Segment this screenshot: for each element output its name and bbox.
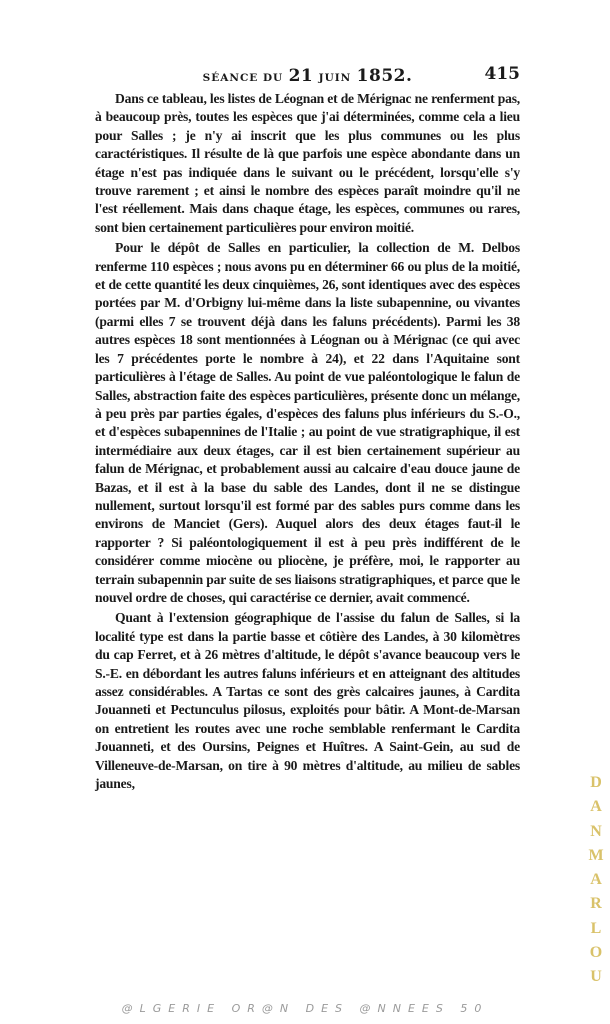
paragraph-salles: Pour le dépôt de Salles en particulier, la collection de M. Delbos renferme 110 espèces ; nous avons pu en déterminer 66 ou plus de la moitié, et de cette quantité les deux cinquièmes, 26, sont identiques avec des espèces portées par M. d'Orbigny lui-même dans la liste subapennine, ou vivantes (parmi elles 7 se trouvent déjà dans les faluns précédents). Parmi les 38 autres espèces 18 sont mentionnées à Léognan ou à Mérignac (ce qui avec les 7 précédentes porte le nombre à 24), et 22 dans l'Aquitaine sont particulières à l'étage de Salles. Au point de vue paléontologique le falun de Salles, abstraction faite des espèces particulières, présente donc un mélange, à peu près par parties égales, d'espèces des faluns plus inférieurs du S.-O., et d'espèces subapennines de l'Italie ; au point de vue stratigraphique, il est intermédiaire aux deux étages, car il est bien certainement supérieur au falun de Mérignac, et probablement aussi au calcaire d'eau douce jaune de Bazas, et il est à la base du sable des Landes, dont il ne se distingue nullement, surtout lorsqu'il est formé par des sables purs comme dans les environs de Manciet (Gers). Auquel alors des deux étages faut-il le rapporter ? Si paléontologiquement il est à peu près indifférent de le considérer comme miocène ou pliocène, je préfère, moi, le rapporter au terrain subapennin par suite de ses liaisons stratigraphiques, et parce que le nouvel ordre de choses, qui caractérise ce dernier, avait commencé. <box>95 240 520 605</box>
seance-label: SÉANCE DU <box>202 72 284 84</box>
side-watermark-letter: A <box>590 871 602 888</box>
side-watermark-letter: R <box>590 895 602 913</box>
page-header <box>95 66 520 88</box>
seance-month: JUIN <box>318 72 352 84</box>
bottom-watermark: @LGERIE OR@N DES @NNEES 50 <box>121 1002 489 1015</box>
body-text <box>95 90 520 793</box>
side-watermark-letter: L <box>590 919 602 937</box>
side-watermark-letter: M <box>588 846 604 864</box>
side-watermark-letter: A <box>590 798 602 816</box>
paragraph-tableau: Dans ce tableau, les listes de Léognan et de Mérignac ne renferment pas, à beaucoup près, toutes les espèces que j'ai déterminées, comme cela a lieu pour Salles ; je n'y ai inscrit que les plus communes ou les plus caractéristiques. Il résulte de là que parfois une espèce abondante dans un étage n'est pas indiquée dans le suivant ou le précédent, lorsqu'elle s'y trouve rarement ; et ainsi le nombre des espèces paraît moindre qu'il ne l'est réellement. Mais dans chaque étage, les espèces, communes ou rares, sont bien certainement particulières pour environ moitié. <box>95 91 520 235</box>
side-watermark-letter: O <box>589 943 603 961</box>
paragraph-extension: Quant à l'extension géographique de l'assise du falun de Salles, si la localité type est dans la partie basse et côtière des Landes, à 30 kilomètres du cap Ferret, et à 26 mètres d'altitude, le dépôt s'avance beaucoup vers le S.-E. en débordant les autres faluns inférieurs et en atteignant des altitudes assez considérables. A Tartas ce sont des grès calcaires jaunes, à Cardita Jouanneti et Pectunculus pilosus, exploités pour bâtir. A Mont-de-Marsan on entretient les routes avec une roche semblable renfermant le Cardita Jouanneti, et des Oursins, Peignes et Huîtres. A Saint-Gein, au sud de Villeneuve-de-Marsan, on tire à 90 mètres d'altitude, au milieu de sables jaunes, <box>95 610 520 792</box>
seance-year: 1852. <box>356 66 413 86</box>
side-watermark-letter: U <box>590 968 602 985</box>
side-watermark-letter: D <box>590 774 602 791</box>
running-title <box>95 66 520 86</box>
side-watermark-letter: N <box>590 822 602 840</box>
side-watermark <box>585 775 607 985</box>
seance-day: 21 <box>288 66 314 86</box>
page-number: 415 <box>484 64 520 84</box>
